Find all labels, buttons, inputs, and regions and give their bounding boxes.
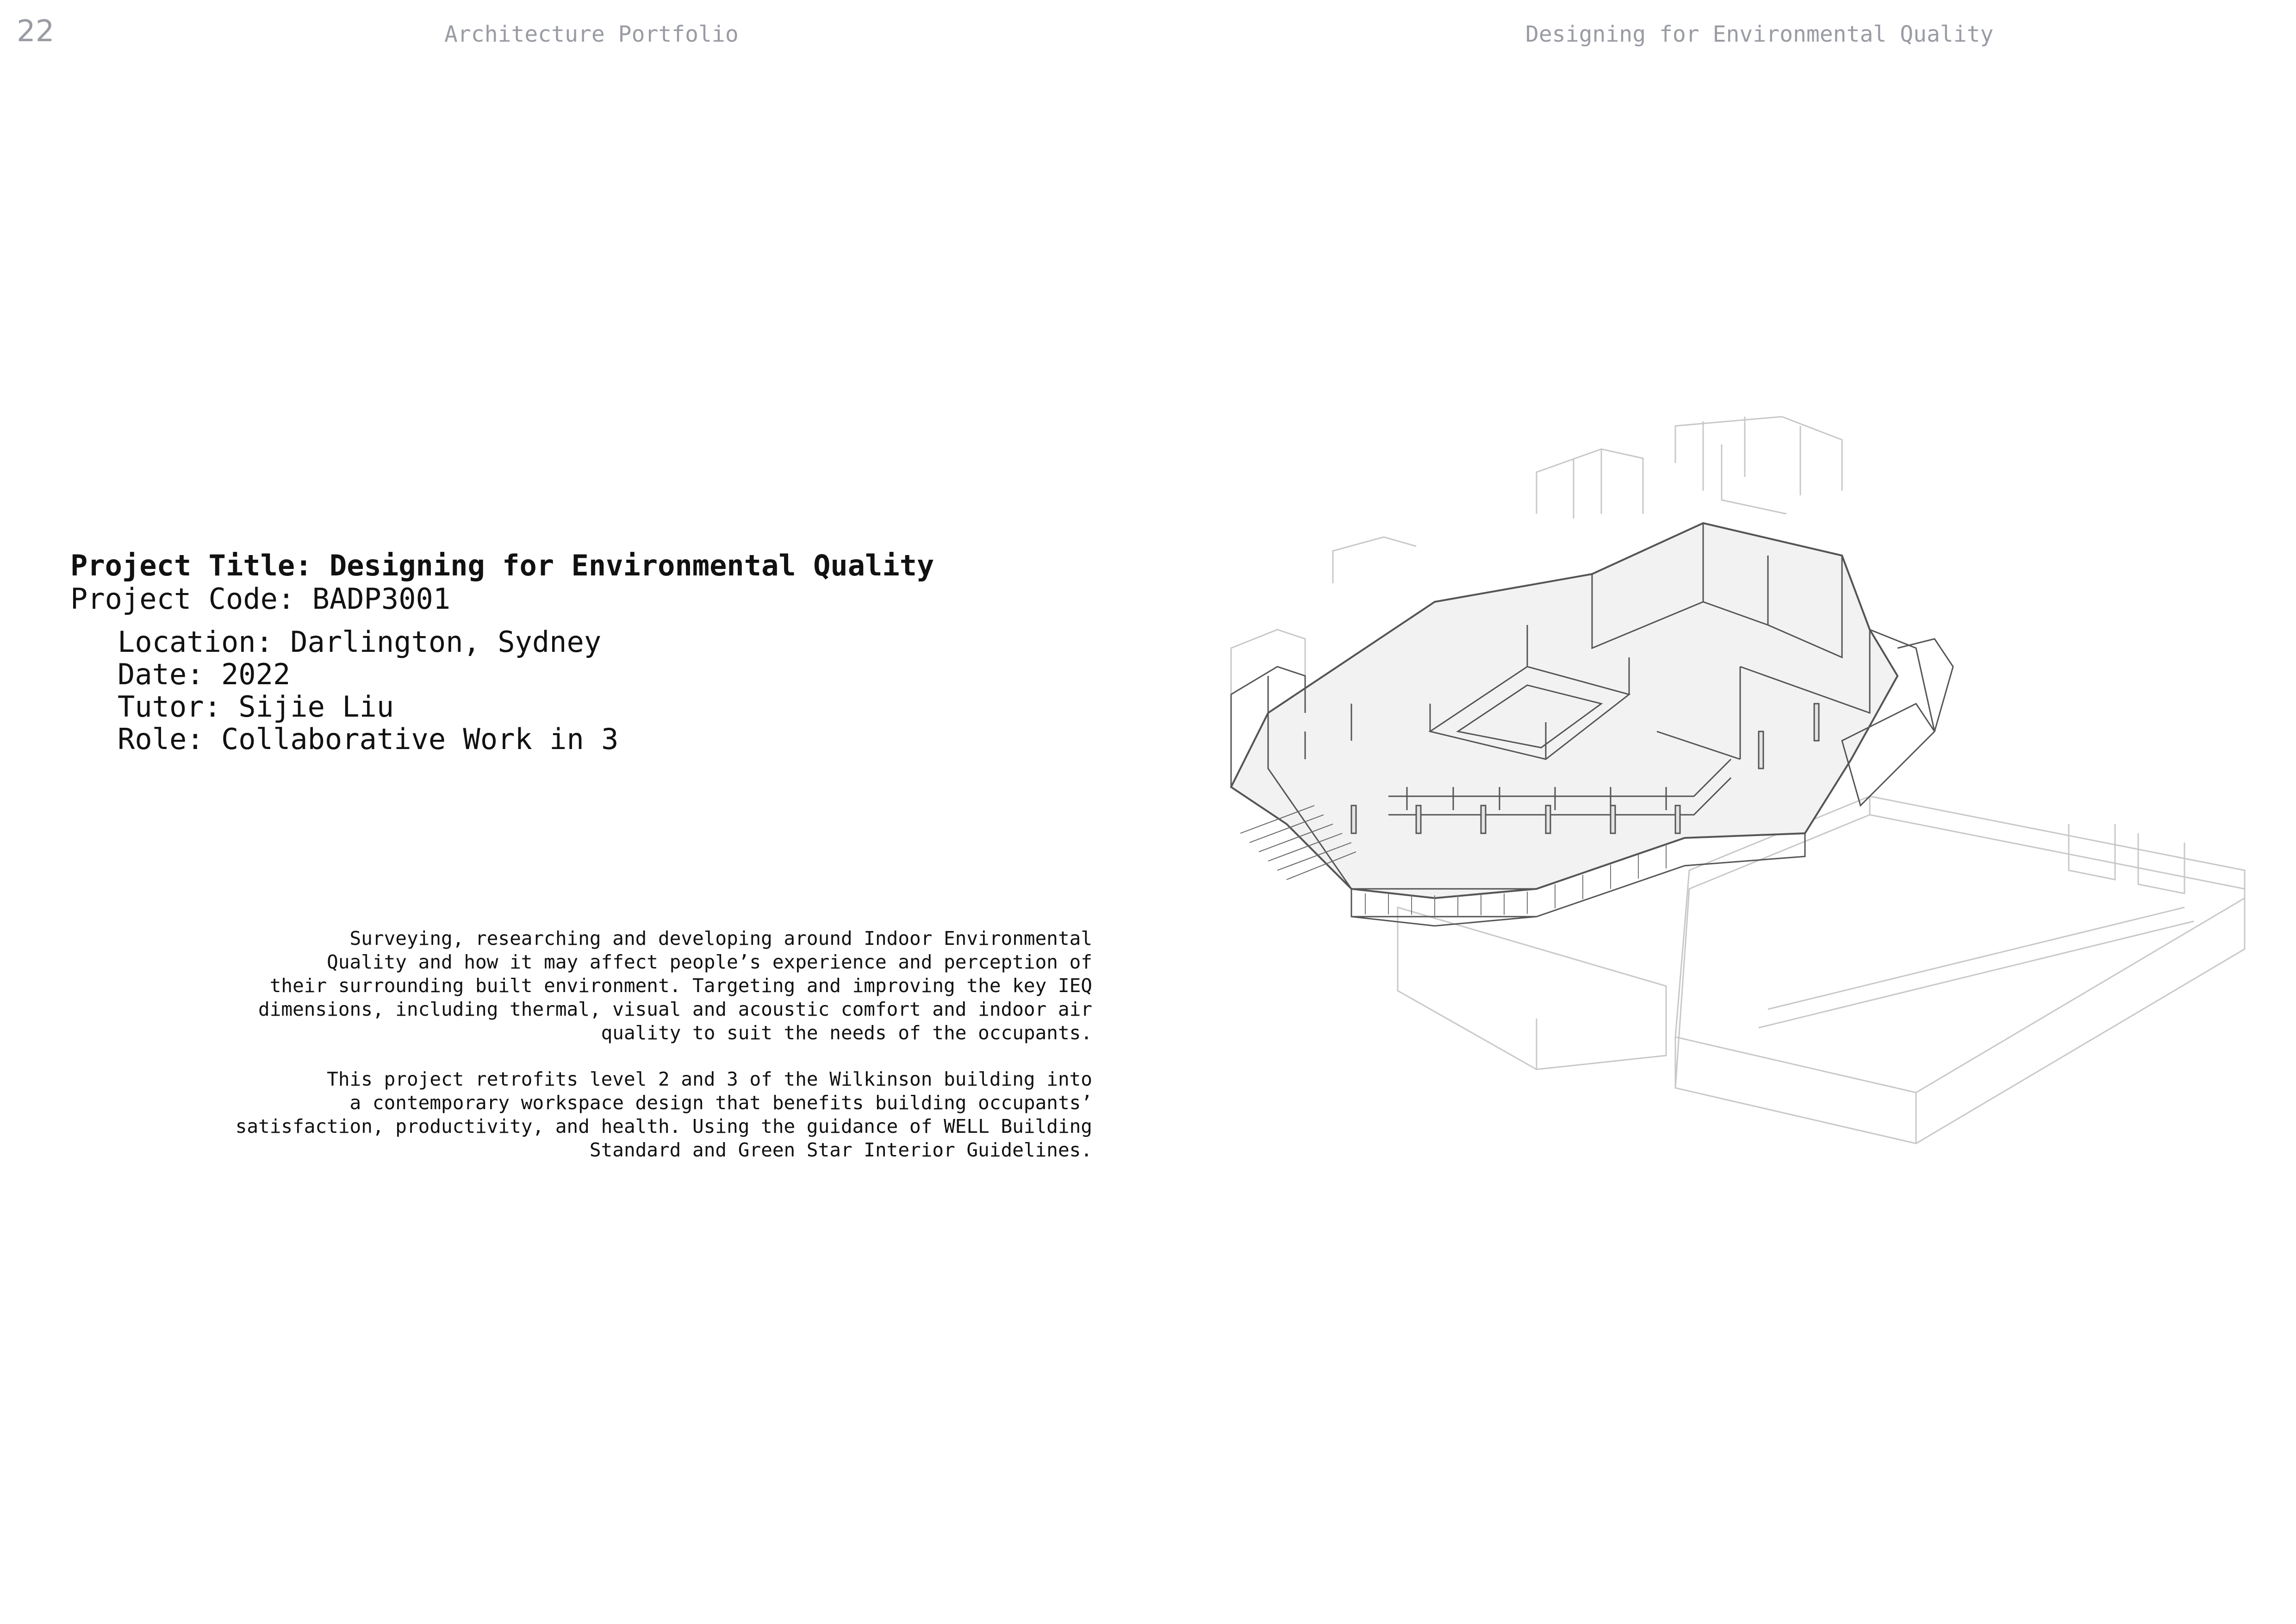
description-paragraph-2: This project retrofits level 2 and 3 of the Wilkinson building into a contemporary workspace design that benefits building occupants’ satisfaction, productivity, and health. Using the guidance of WELL Building Standard and Green Star Interior Guidelines. <box>235 1068 1092 1161</box>
running-head-project: Designing for Environmental Quality <box>1525 21 1994 47</box>
project-info <box>70 549 934 756</box>
main-floor-plate <box>1231 523 1898 898</box>
project-code: Project Code: BADP3001 <box>70 582 451 616</box>
page-number: 22 <box>17 14 55 49</box>
project-date: Date: 2022 <box>118 657 291 691</box>
description-paragraph-1: Surveying, researching and developing around Indoor Environmental Quality and how it may affect people’s experience and perception of their surrounding built environment. Targeting and improving the key IEQ dimensions, including thermal, visual and acoustic comfort and indoor air quality to suit the needs of the occupants. <box>258 927 1092 1044</box>
running-head-portfolio: Architecture Portfolio <box>444 21 739 47</box>
axonometric-building-svg <box>1213 407 2259 1241</box>
project-location: Location: Darlington, Sydney <box>118 625 602 659</box>
project-title: Project Title: Designing for Environmental Quality <box>70 549 934 582</box>
project-details <box>70 626 934 756</box>
project-role: Role: Collaborative Work in 3 <box>118 722 619 756</box>
axonometric-drawing <box>1213 407 2259 1241</box>
project-tutor: Tutor: Sijie Liu <box>118 690 394 724</box>
